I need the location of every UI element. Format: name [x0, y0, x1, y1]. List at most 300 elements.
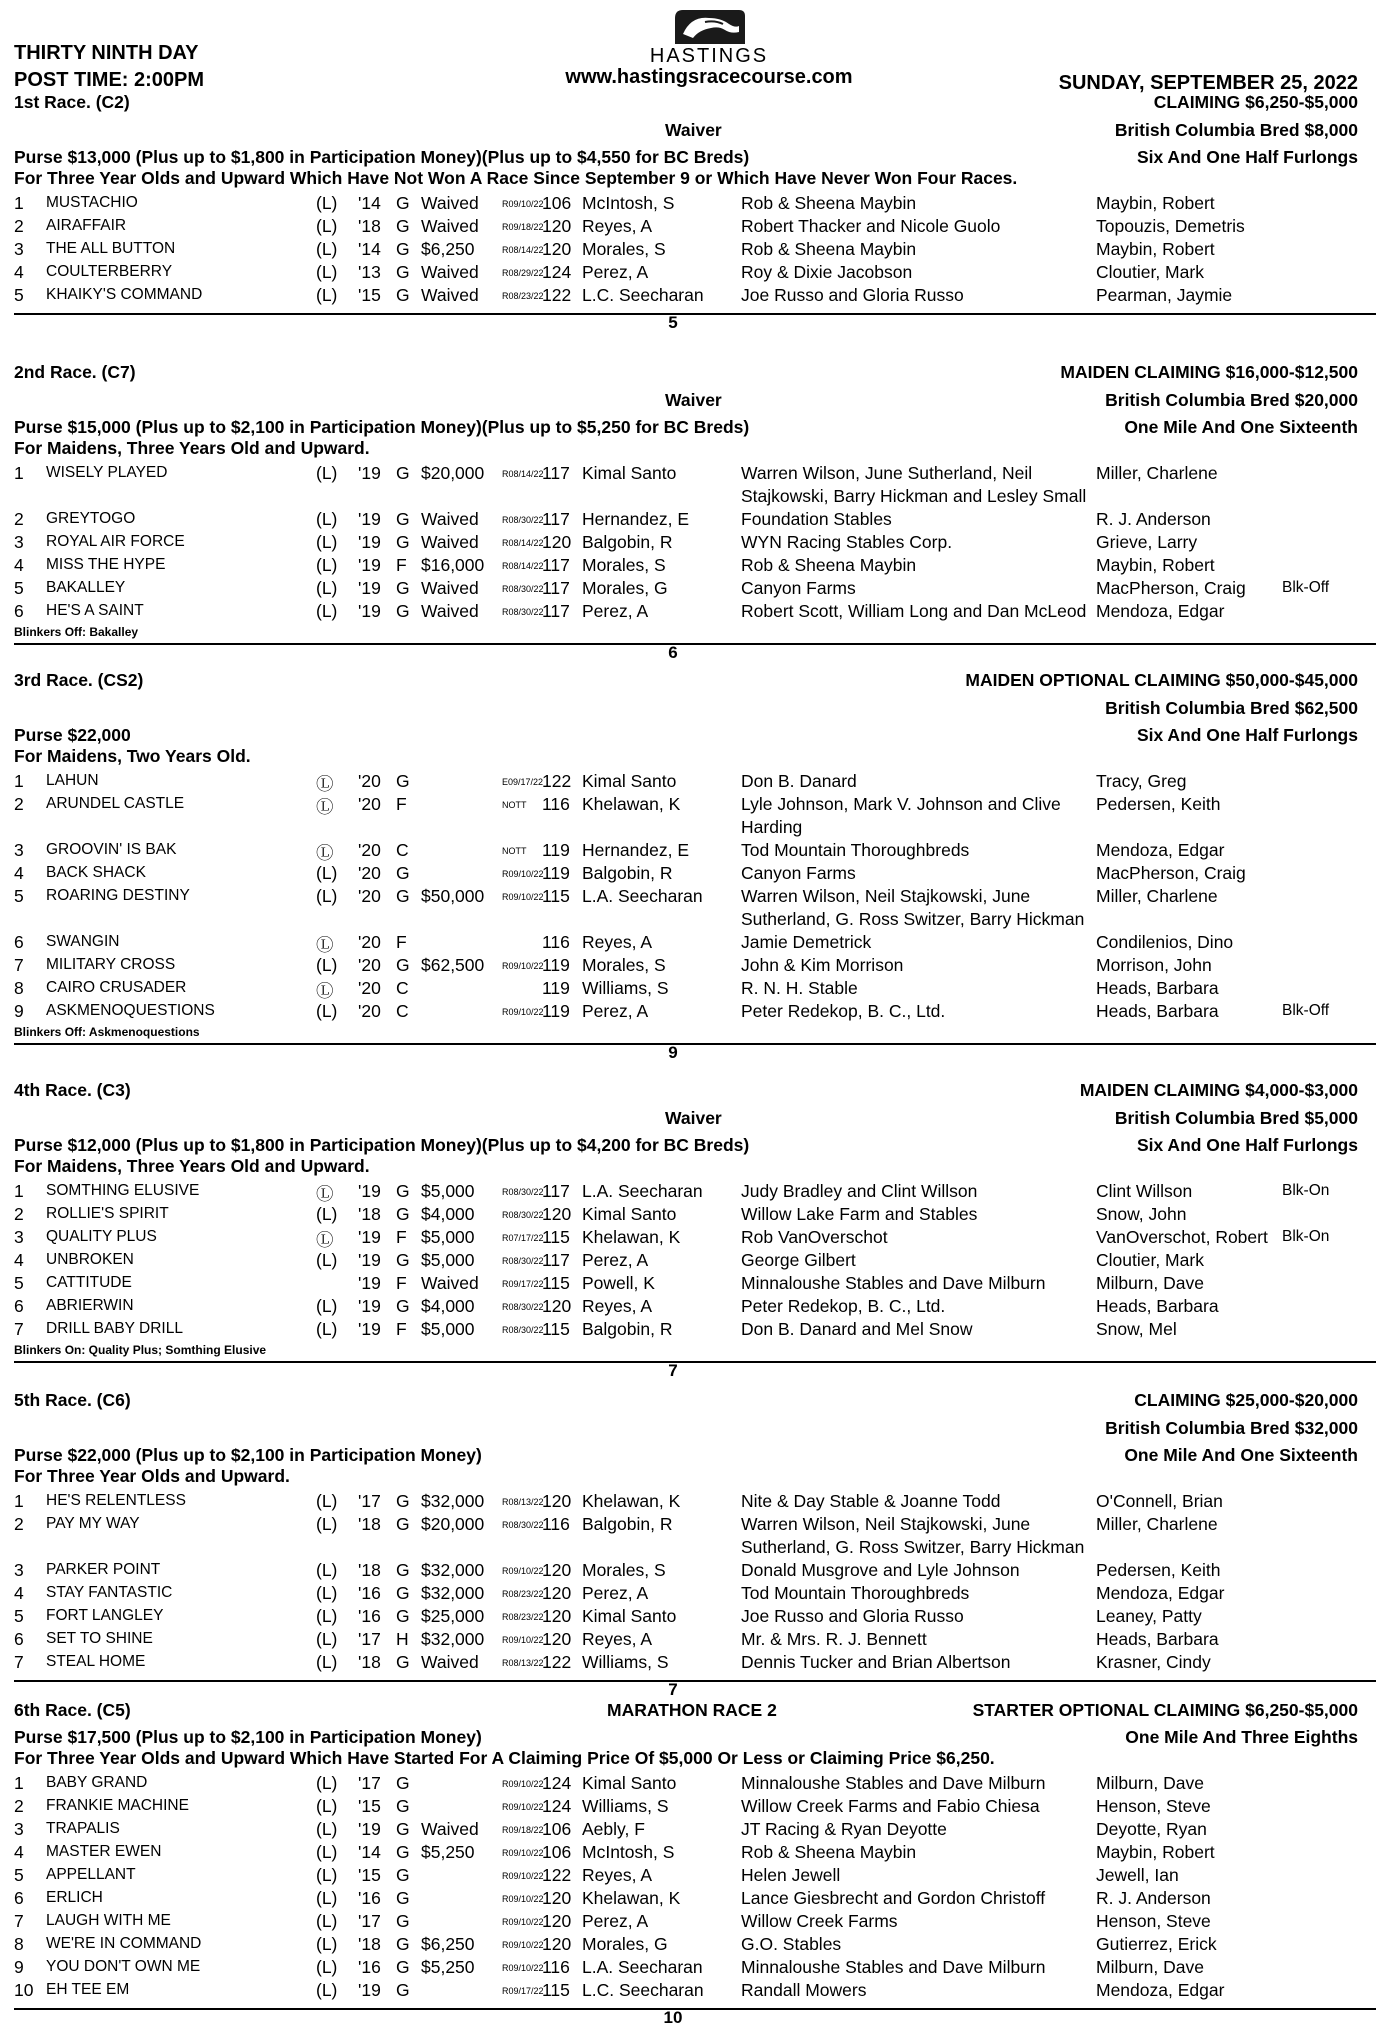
- medication: (L): [316, 1819, 338, 1839]
- medication: (L): [316, 1250, 338, 1270]
- horse-name: MUSTACHIO: [46, 194, 138, 211]
- last-race-date: R08/30/22: [502, 1187, 544, 1197]
- foal-year: '13: [358, 262, 381, 282]
- entry-row[interactable]: [14, 216, 1376, 239]
- trainer: Maybin, Robert: [1096, 239, 1215, 259]
- jockey: Khelawan, K: [582, 794, 681, 814]
- post-position: 8: [14, 1934, 24, 1954]
- last-race-date: R09/18/22: [502, 222, 544, 232]
- jockey: Morales, S: [582, 239, 666, 259]
- horse-name: WISELY PLAYED: [46, 464, 168, 481]
- sex: G: [396, 1796, 410, 1816]
- entry-row[interactable]: [14, 932, 1376, 955]
- entry-row[interactable]: [14, 1296, 1376, 1319]
- horse-name: ROLLIE'S SPIRIT: [46, 1205, 169, 1222]
- horse-name: CAIRO CRUSADER: [46, 979, 187, 996]
- race-divider: [14, 313, 1376, 315]
- foal-year: '19: [358, 1227, 381, 1247]
- trainer: Krasner, Cindy: [1096, 1652, 1211, 1672]
- post-position: 4: [14, 1842, 24, 1862]
- race-title: 2nd Race. (C7): [14, 362, 136, 382]
- field-size: 6: [668, 643, 678, 662]
- race-divider: [14, 643, 1376, 645]
- owner: Warren Wilson, Neil Stajkowski, June: [741, 1514, 1031, 1534]
- entry-row[interactable]: [14, 1583, 1376, 1606]
- foal-year: '20: [358, 771, 381, 791]
- owner: Minnaloushe Stables and Dave Milburn: [741, 1273, 1046, 1293]
- claim-price: $5,000: [421, 1250, 475, 1270]
- trainer: Leaney, Patty: [1096, 1606, 1202, 1626]
- entry-row[interactable]: [14, 262, 1376, 285]
- owner: Peter Redekop, B. C., Ltd.: [741, 1296, 946, 1316]
- entry-row[interactable]: [14, 1181, 1376, 1204]
- medication: (L): [316, 463, 338, 483]
- entry-row[interactable]: [14, 1001, 1376, 1024]
- race-title: 5th Race. (C6): [14, 1390, 131, 1410]
- owner: Rob & Sheena Maybin: [741, 193, 917, 213]
- horse-name: BACK SHACK: [46, 864, 146, 881]
- foal-year: '19: [358, 555, 381, 575]
- weight: 117: [542, 1250, 570, 1270]
- entry-row[interactable]: [14, 1227, 1376, 1250]
- weight: 120: [542, 1296, 572, 1316]
- sex: C: [396, 1001, 409, 1021]
- sex: G: [396, 863, 410, 883]
- sex: G: [396, 1514, 410, 1534]
- entry-row[interactable]: [14, 1273, 1376, 1296]
- last-race-date: R08/14/22: [502, 245, 544, 255]
- foal-year: '14: [358, 193, 381, 213]
- post-position: 3: [14, 239, 24, 259]
- weight: 120: [542, 239, 572, 259]
- medication: (L): [316, 1296, 338, 1316]
- foal-year: '15: [358, 1865, 381, 1885]
- entry-row[interactable]: [14, 1865, 1376, 1888]
- claim-price: $16,000: [421, 555, 485, 575]
- entry-row[interactable]: [14, 1491, 1376, 1514]
- claim-price: $32,000: [421, 1629, 485, 1649]
- jockey: Reyes, A: [582, 932, 653, 952]
- entry-row[interactable]: [14, 532, 1376, 555]
- horse-name: PAY MY WAY: [46, 1515, 140, 1532]
- owner: Foundation Stables: [741, 509, 892, 529]
- post-position: 2: [14, 1204, 24, 1224]
- claim-price: Waived: [421, 509, 479, 529]
- owner: Minnaloushe Stables and Dave Milburn: [741, 1957, 1046, 1977]
- sex: F: [396, 555, 407, 575]
- jockey: Reyes, A: [582, 1865, 653, 1885]
- medication: (L): [316, 1980, 338, 2000]
- trainer: Milburn, Dave: [1096, 1957, 1204, 1977]
- entry-row[interactable]: [14, 1773, 1376, 1796]
- trainer: Mendoza, Edgar: [1096, 1583, 1225, 1603]
- website-url[interactable]: www.hastingsracecourse.com: [565, 66, 853, 88]
- field-size: 5: [668, 313, 678, 332]
- entry-row[interactable]: [14, 509, 1376, 532]
- last-race-date: R07/17/22: [502, 1233, 544, 1243]
- weight: 116: [542, 1957, 570, 1977]
- medication: (L): [316, 1652, 338, 1672]
- post-position: 5: [14, 1273, 24, 1293]
- foal-year: '19: [358, 1273, 381, 1293]
- medication: (L): [316, 955, 338, 975]
- entry-row[interactable]: [14, 1204, 1376, 1227]
- last-race-date: R08/14/22: [502, 561, 544, 571]
- last-race-date: R09/10/22: [502, 961, 544, 971]
- trainer: Cloutier, Mark: [1096, 1250, 1204, 1270]
- post-position: 5: [14, 1606, 24, 1626]
- last-race-date: R09/10/22: [502, 1917, 544, 1927]
- post-position: 1: [14, 193, 24, 213]
- entry-row[interactable]: [14, 1796, 1376, 1819]
- entry-row[interactable]: [14, 239, 1376, 262]
- conditions: For Three Year Olds and Upward Which Have Started For A Claiming Price Of $5,000 Or Less or Claiming Price $6,250.: [14, 1748, 995, 1768]
- trainer: Morrison, John: [1096, 955, 1212, 975]
- horse-head-logo-icon: [669, 4, 749, 48]
- entry-row[interactable]: [14, 578, 1376, 601]
- jockey: Perez, A: [582, 262, 649, 282]
- medication: (L): [316, 532, 338, 552]
- jockey: McIntosh, S: [582, 1842, 675, 1862]
- entry-row[interactable]: [14, 794, 1376, 817]
- sex: G: [396, 239, 410, 259]
- post-position: 6: [14, 1296, 24, 1316]
- horse-name: APPELLANT: [46, 1866, 136, 1883]
- entry-row[interactable]: [14, 863, 1376, 886]
- entry-row[interactable]: [14, 1560, 1376, 1583]
- race-center-note: Waiver: [665, 390, 722, 410]
- logo-wordmark: HASTINGS: [649, 45, 769, 67]
- horse-name: HE'S A SAINT: [46, 602, 144, 619]
- race-title: 3rd Race. (CS2): [14, 670, 144, 690]
- post-position: 1: [14, 1491, 24, 1511]
- sex: G: [396, 1606, 410, 1626]
- horse-name: LAUGH WITH ME: [46, 1912, 171, 1929]
- sex: G: [396, 578, 410, 598]
- entry-row[interactable]: [14, 1842, 1376, 1865]
- weight: 117: [542, 555, 570, 575]
- owner: Lance Giesbrecht and Gordon Christoff: [741, 1888, 1046, 1908]
- conditions: For Maidens, Three Years Old and Upward.: [14, 1156, 370, 1176]
- owner: Robert Thacker and Nicole Guolo: [741, 216, 1001, 236]
- medication: (L): [316, 193, 338, 213]
- last-race-date: R09/10/22: [502, 869, 544, 879]
- field-size: 9: [668, 1043, 678, 1062]
- jockey: Balgobin, R: [582, 1514, 673, 1534]
- horse-name: THE ALL BUTTON: [46, 240, 176, 257]
- owner: Rob & Sheena Maybin: [741, 1842, 917, 1862]
- foal-year: '19: [358, 1296, 381, 1316]
- horse-name: BABY GRAND: [46, 1774, 148, 1791]
- owner: Donald Musgrove and Lyle Johnson: [741, 1560, 1020, 1580]
- jockey: Morales, S: [582, 555, 666, 575]
- bc-bred-bonus: British Columbia Bred $5,000: [1114, 1108, 1358, 1128]
- jockey: Khelawan, K: [582, 1491, 681, 1511]
- post-position: 2: [14, 1514, 24, 1534]
- jockey: Powell, K: [582, 1273, 655, 1293]
- owner: Willow Lake Farm and Stables: [741, 1204, 978, 1224]
- jockey: Kimal Santo: [582, 1773, 677, 1793]
- post-position: 9: [14, 1001, 24, 1021]
- entry-row[interactable]: [14, 1819, 1376, 1842]
- claim-price: Waived: [421, 1652, 479, 1672]
- last-race-date: R09/17/22: [502, 1279, 544, 1289]
- trainer: Maybin, Robert: [1096, 555, 1215, 575]
- owner: Lyle Johnson, Mark V. Johnson and Clive: [741, 794, 1061, 814]
- jockey: L.C. Seecharan: [582, 1980, 704, 2000]
- owner: Warren Wilson, June Sutherland, Neil: [741, 463, 1033, 483]
- weight: 120: [542, 1491, 572, 1511]
- weight: 106: [542, 193, 572, 213]
- entry-row[interactable]: [14, 1652, 1376, 1675]
- blinkers-note: Blinkers Off: Askmenoquestions: [14, 1025, 200, 1039]
- jockey: Reyes, A: [582, 1629, 653, 1649]
- sex: G: [396, 1560, 410, 1580]
- trainer: Pedersen, Keith: [1096, 1560, 1221, 1580]
- last-race-date: R09/10/22: [502, 1802, 544, 1812]
- medication: (L): [316, 262, 338, 282]
- post-position: 7: [14, 1911, 24, 1931]
- last-race-date: R08/14/22: [502, 538, 544, 548]
- foal-year: '16: [358, 1583, 381, 1603]
- trainer: Maybin, Robert: [1096, 193, 1215, 213]
- purse: Purse $15,000 (Plus up to $2,100 in Participation Money)(Plus up to $5,250 for BC Breds): [14, 417, 750, 437]
- medication: (L): [316, 578, 338, 598]
- weight: 120: [542, 1888, 572, 1908]
- entry-row[interactable]: [14, 978, 1376, 1001]
- header-left: [14, 40, 204, 94]
- foal-year: '19: [358, 1181, 381, 1201]
- weight: 120: [542, 1606, 572, 1626]
- trainer: Clint Willson: [1096, 1181, 1193, 1201]
- sex: G: [396, 771, 410, 791]
- last-race-date: R09/10/22: [502, 1963, 544, 1973]
- owner: Tod Mountain Thoroughbreds: [741, 840, 970, 860]
- post-position: 2: [14, 509, 24, 529]
- horse-name: QUALITY PLUS: [46, 1228, 157, 1245]
- sex: G: [396, 955, 410, 975]
- entry-row[interactable]: [14, 1319, 1376, 1342]
- last-race-date: R08/30/22: [502, 515, 544, 525]
- jockey: L.C. Seecharan: [582, 285, 704, 305]
- weight: 106: [542, 1819, 572, 1839]
- entry-row[interactable]: [14, 1514, 1376, 1537]
- entry-row[interactable]: [14, 555, 1376, 578]
- owner: Robert Scott, William Long and Dan McLeod: [741, 601, 1087, 621]
- horse-name: FORT LANGLEY: [46, 1607, 164, 1624]
- foal-year: '16: [358, 1606, 381, 1626]
- post-position: 6: [14, 601, 24, 621]
- post-position: 3: [14, 840, 24, 860]
- trainer: Miller, Charlene: [1096, 1514, 1218, 1534]
- jockey: Morales, G: [582, 1934, 668, 1954]
- jockey: McIntosh, S: [582, 193, 675, 213]
- entry-row[interactable]: [14, 1980, 1376, 2003]
- jockey: Perez, A: [582, 1250, 649, 1270]
- last-race-date: R09/10/22: [502, 1894, 544, 1904]
- medication: (L): [316, 1001, 338, 1021]
- jockey: Aebly, F: [582, 1819, 645, 1839]
- post-position: 4: [14, 555, 24, 575]
- race-distance: Six And One Half Furlongs: [1136, 147, 1358, 167]
- jockey: Perez, A: [582, 1911, 649, 1931]
- medication: Ⓛ: [316, 774, 334, 794]
- horse-name: EH TEE EM: [46, 1981, 130, 1998]
- sex: F: [396, 1273, 407, 1293]
- horse-name: TRAPALIS: [46, 1820, 120, 1837]
- trainer: Henson, Steve: [1096, 1796, 1211, 1816]
- owner: G.O. Stables: [741, 1934, 842, 1954]
- owner: Rob & Sheena Maybin: [741, 239, 917, 259]
- purse: Purse $12,000 (Plus up to $1,800 in Participation Money)(Plus up to $4,200 for BC Breds): [14, 1135, 750, 1155]
- post-position: 6: [14, 1888, 24, 1908]
- foal-year: '16: [358, 1957, 381, 1977]
- entry-row[interactable]: [14, 886, 1376, 909]
- horse-name: CATTITUDE: [46, 1274, 132, 1291]
- jockey: L.A. Seecharan: [582, 1181, 703, 1201]
- last-race-date: R09/10/22: [502, 1940, 544, 1950]
- post-position: 6: [14, 932, 24, 952]
- entry-row[interactable]: [14, 1957, 1376, 1980]
- race-title: 4th Race. (C3): [14, 1080, 131, 1100]
- sex: G: [396, 193, 410, 213]
- entry-row[interactable]: [14, 840, 1376, 863]
- claim-price: Waived: [421, 216, 479, 236]
- trainer: Tracy, Greg: [1096, 771, 1187, 791]
- claim-price: Waived: [421, 601, 479, 621]
- race-divider: [14, 1361, 1376, 1363]
- purse: Purse $13,000 (Plus up to $1,800 in Participation Money)(Plus up to $4,550 for BC Breds): [14, 147, 750, 167]
- owner: Minnaloushe Stables and Dave Milburn: [741, 1773, 1046, 1793]
- last-race-date: R08/30/22: [502, 607, 544, 617]
- medication: (L): [316, 239, 338, 259]
- blinkers-note: Blinkers On: Quality Plus; Somthing Elusive: [14, 1343, 267, 1357]
- owner: Peter Redekop, B. C., Ltd.: [741, 1001, 946, 1021]
- trainer: Condilenios, Dino: [1096, 932, 1234, 952]
- foal-year: '17: [358, 1911, 381, 1931]
- post-position: 3: [14, 1819, 24, 1839]
- weight: 117: [542, 509, 570, 529]
- post-position: 3: [14, 532, 24, 552]
- horse-name: ROYAL AIR FORCE: [46, 533, 185, 550]
- owner: Roy & Dixie Jacobson: [741, 262, 913, 282]
- race-type: MAIDEN CLAIMING $16,000-$12,500: [1060, 362, 1358, 382]
- last-race-date: R08/23/22: [502, 291, 544, 301]
- race-title: 6th Race. (C5): [14, 1700, 131, 1720]
- post-position: 7: [14, 955, 24, 975]
- entry-row[interactable]: [14, 1250, 1376, 1273]
- trainer: Snow, Mel: [1096, 1319, 1177, 1339]
- entry-row[interactable]: [14, 463, 1376, 486]
- trainer: Mendoza, Edgar: [1096, 601, 1225, 621]
- race-distance: One Mile And Three Eighths: [1125, 1727, 1358, 1747]
- weight: 117: [542, 578, 570, 598]
- foal-year: '18: [358, 216, 381, 236]
- medication: (L): [316, 1842, 338, 1862]
- jockey: Perez, A: [582, 1583, 649, 1603]
- horse-name: MILITARY CROSS: [46, 956, 176, 973]
- medication: (L): [316, 1560, 338, 1580]
- foal-year: '20: [358, 886, 381, 906]
- sex: G: [396, 1934, 410, 1954]
- post-position: 1: [14, 1773, 24, 1793]
- entry-row[interactable]: [14, 1911, 1376, 1934]
- claim-price: Waived: [421, 285, 479, 305]
- last-race-date: NOTT: [502, 846, 527, 856]
- conditions: For Three Year Olds and Upward Which Have Not Won A Race Since September 9 or Which Have Never Won Four Races.: [14, 168, 1018, 188]
- entry-row[interactable]: [14, 193, 1376, 216]
- last-race-date: R08/30/22: [502, 1325, 544, 1335]
- owner: Jamie Demetrick: [741, 932, 872, 952]
- sex: G: [396, 1819, 410, 1839]
- jockey: Williams, S: [582, 1796, 669, 1816]
- claim-price: $5,250: [421, 1842, 475, 1862]
- race-type: CLAIMING $6,250-$5,000: [1153, 92, 1358, 112]
- medication: (L): [316, 1796, 338, 1816]
- medication: (L): [316, 216, 338, 236]
- horse-name: ARUNDEL CASTLE: [46, 795, 185, 812]
- weight: 122: [542, 771, 572, 791]
- weight: 120: [542, 1911, 572, 1931]
- trainer: Grieve, Larry: [1096, 532, 1198, 552]
- jockey: Morales, G: [582, 578, 668, 598]
- bc-bred-bonus: British Columbia Bred $32,000: [1105, 1418, 1358, 1438]
- sex: G: [396, 886, 410, 906]
- medication: (L): [316, 1773, 338, 1793]
- entry-row[interactable]: [14, 1606, 1376, 1629]
- entry-row[interactable]: [14, 601, 1376, 624]
- jockey: Williams, S: [582, 978, 669, 998]
- weight: 117: [542, 601, 570, 621]
- medication: (L): [316, 509, 338, 529]
- entry-row[interactable]: [14, 955, 1376, 978]
- post-position: 8: [14, 978, 24, 998]
- entry-row[interactable]: [14, 285, 1376, 308]
- trainer: Pedersen, Keith: [1096, 794, 1221, 814]
- sex: G: [396, 1888, 410, 1908]
- sex: G: [396, 1957, 410, 1977]
- race-distance: Six And One Half Furlongs: [1136, 1135, 1358, 1155]
- jockey: Hernandez, E: [582, 509, 690, 529]
- last-race-date: R08/30/22: [502, 1520, 544, 1530]
- trainer: Topouzis, Demetris: [1096, 216, 1245, 236]
- weight: 122: [542, 1652, 572, 1672]
- entry-row[interactable]: [14, 1629, 1376, 1652]
- weight: 117: [542, 463, 570, 483]
- entry-row[interactable]: [14, 1934, 1376, 1957]
- foal-year: '16: [358, 1888, 381, 1908]
- post-position: 2: [14, 216, 24, 236]
- entry-row[interactable]: [14, 1888, 1376, 1911]
- entry-row[interactable]: [14, 771, 1376, 794]
- trainer: R. J. Anderson: [1096, 1888, 1211, 1908]
- post-position: 3: [14, 1227, 24, 1247]
- weight: 115: [542, 1227, 570, 1247]
- weight: 124: [542, 1773, 572, 1793]
- horse-name: ASKMENOQUESTIONS: [46, 1002, 215, 1019]
- medication: Ⓛ: [316, 1230, 334, 1250]
- post-time: POST TIME: 2:00PM: [14, 69, 205, 91]
- jockey: Kimal Santo: [582, 463, 677, 483]
- trainer: Heads, Barbara: [1096, 1296, 1219, 1316]
- post-position: 9: [14, 1957, 24, 1977]
- claim-price: $4,000: [421, 1204, 475, 1224]
- trainer: Heads, Barbara: [1096, 1001, 1219, 1021]
- conditions: For Maidens, Three Years Old and Upward.: [14, 438, 370, 458]
- horse-name: UNBROKEN: [46, 1251, 134, 1268]
- foal-year: '18: [358, 1514, 381, 1534]
- owner: Helen Jewell: [741, 1865, 841, 1885]
